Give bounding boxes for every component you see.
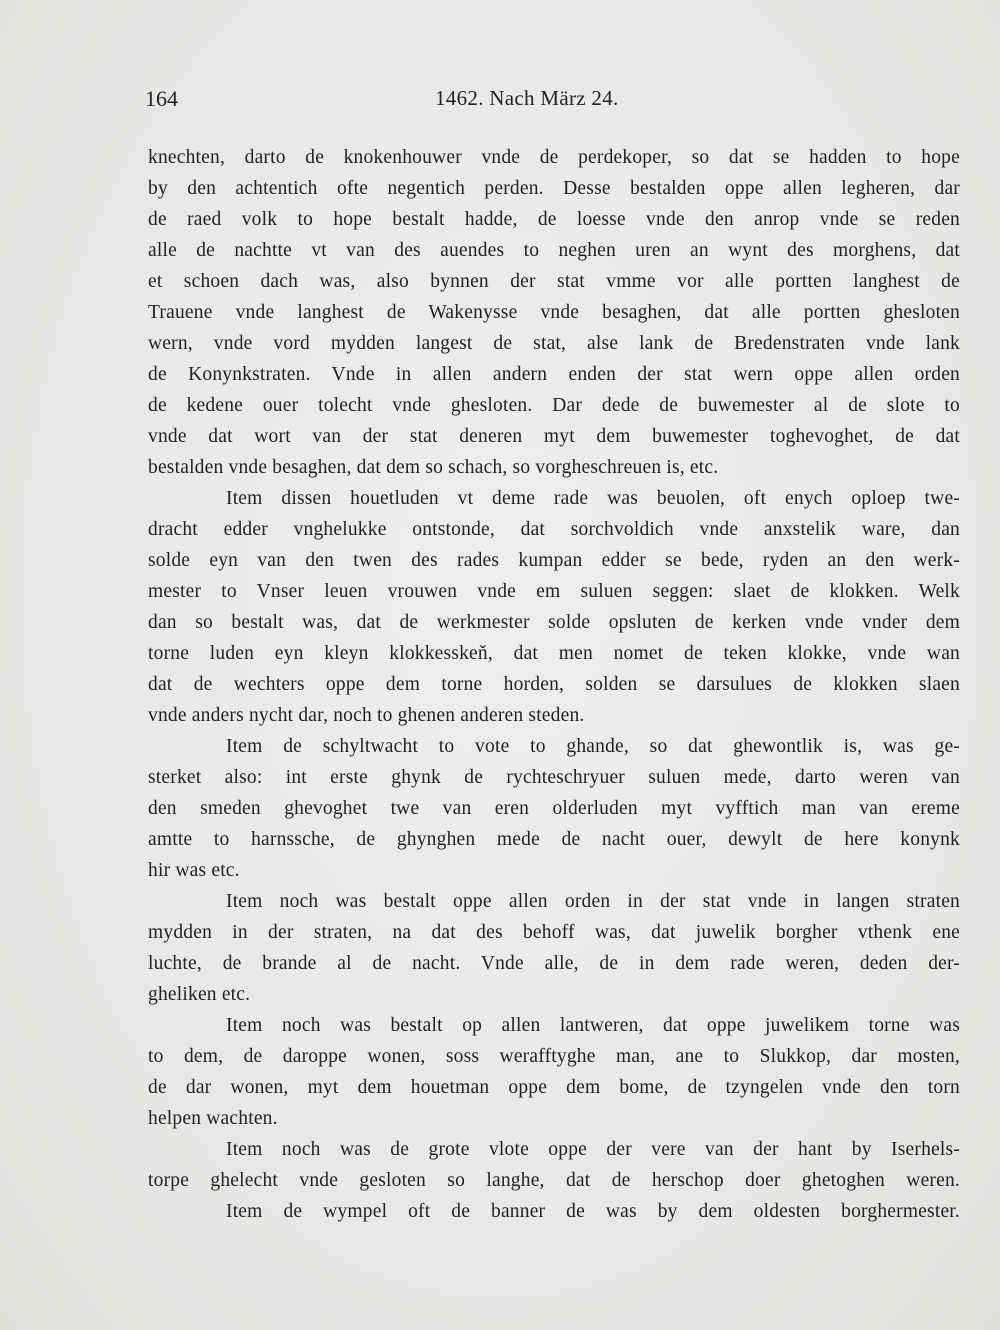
text-line: hir was etc.	[148, 860, 240, 881]
text-line: torpe ghelecht vnde gesloten so langhe, dat de herschop doer ghetoghen weren.	[148, 1170, 960, 1191]
text-line: bestalden vnde besaghen, dat dem so schach, so vorgheschreuen is, etc.	[148, 457, 719, 478]
text-line: knechten, darto de knokenhouwer vnde de perdekoper, so dat se hadden to hope	[148, 147, 960, 168]
text-line: de Konynkstraten. Vnde in allen andern enden der stat wern oppe allen orden	[148, 364, 960, 385]
text-line: Item noch was bestalt op allen lantweren, dat oppe juwelikem torne was	[226, 1015, 960, 1036]
text-line: by den achtentich ofte negentich perden. Desse bestalden oppe allen legheren, dar	[148, 178, 960, 199]
text-line: den smeden ghevoghet twe van eren olderluden myt vyfftich man van ereme	[148, 798, 960, 819]
text-line: de kedene ouer tolecht vnde ghesloten. Dar dede de buwemester al de slote to	[148, 395, 960, 416]
text-line: wern, vnde vord mydden langest de stat, alse lank de Bredenstraten vnde lank	[148, 333, 960, 354]
text-line: solde eyn van den twen des rades kumpan edder se bede, ryden an den werk-	[148, 550, 960, 571]
text-line: et schoen dach was, also bynnen der stat vmme vor alle portten langhest de	[148, 271, 960, 292]
text-line: Trauene vnde langhest de Wakenysse vnde besaghen, dat alle portten ghesloten	[148, 302, 960, 323]
page-number: 164	[145, 86, 178, 111]
text-line: de raed volk to hope bestalt hadde, de loesse vnde den anrop vnde se reden	[148, 209, 960, 230]
text-line: vnde anders nycht dar, noch to ghenen anderen steden.	[148, 705, 585, 726]
text-line: torne luden eyn kleyn klokkesskeň, dat men nomet de teken klokke, vnde wan	[148, 643, 960, 664]
text-line: alle de nachtte vt van des auendes to neghen uren an wynt des morghens, dat	[148, 240, 960, 261]
text-line: Item noch was bestalt oppe allen orden in der stat vnde in langen straten	[226, 891, 960, 912]
text-line: luchte, de brande al de nacht. Vnde alle, de in dem rade weren, deden der-	[148, 953, 960, 974]
text-line: to dem, de daroppe wonen, soss werafftyghe man, ane to Slukkop, dar mosten,	[148, 1046, 960, 1067]
text-line: Item noch was de grote vlote oppe der vere van der hant by Iserhels-	[226, 1139, 960, 1160]
text-line: Item de wympel oft de banner de was by dem oldesten borghermester.	[226, 1201, 960, 1222]
running-title: 1462. Nach März 24.	[435, 86, 619, 110]
text-line: dan so bestalt was, dat de werkmester solde opsluten de kerken vnde vnder dem	[148, 612, 960, 633]
text-line: mester to Vnser leuen vrouwen vnde em suluen seggen: slaet de klokken. Welk	[148, 581, 960, 602]
text-line: amtte to harnssche, de ghynghen mede de nacht ouer, dewylt de here konynk	[148, 829, 960, 850]
text-line: mydden in der straten, na dat des behoff was, dat juwelik borgher vthenk ene	[148, 922, 960, 943]
text-line: helpen wachten.	[148, 1108, 278, 1129]
text-line: dat de wechters oppe dem torne horden, solden se darsulues de klokken slaen	[148, 674, 960, 695]
text-line: sterket also: int erste ghynk de rychteschryuer suluen mede, darto weren van	[148, 767, 960, 788]
text-line: de dar wonen, myt dem houetman oppe dem bome, de tzyngelen vnde den torn	[148, 1077, 960, 1098]
text-line: Item de schyltwacht to vote to ghande, so dat ghewontlik is, was ge-	[226, 736, 960, 757]
text-line: gheliken etc.	[148, 984, 251, 1005]
page-header	[145, 86, 965, 120]
text-line: vnde dat wort van der stat deneren myt dem buwemester toghevoghet, de dat	[148, 426, 960, 447]
text-line: dracht edder vnghelukke ontstonde, dat sorchvoldich vnde anxstelik ware, dan	[148, 519, 960, 540]
text-line: Item dissen houetluden vt deme rade was beuolen, oft enych oploep twe-	[226, 488, 960, 509]
body-text	[148, 142, 960, 1227]
